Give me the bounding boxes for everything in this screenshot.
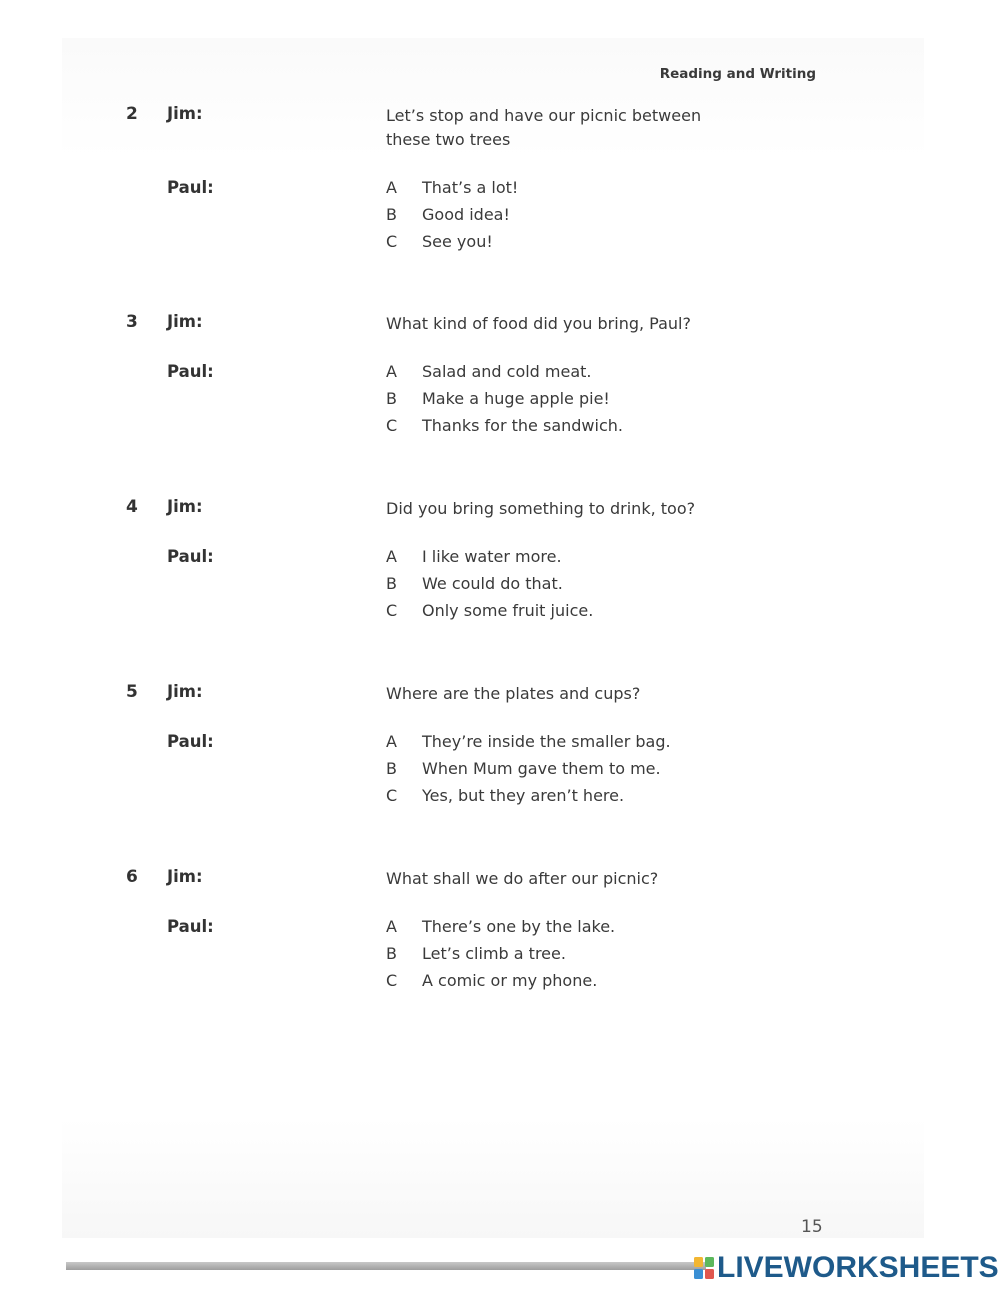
speaker-jim: Jim: [167, 312, 203, 331]
answer-options [386, 362, 623, 443]
question-number: 4 [126, 497, 138, 517]
prompt-text: Did you bring something to drink, too? [386, 499, 696, 518]
answer-options [386, 732, 671, 813]
option-letter: B [386, 389, 397, 408]
liveworksheets-brand[interactable] [694, 1252, 999, 1284]
speaker-jim: Jim: [167, 682, 203, 701]
option-c[interactable] [386, 786, 671, 813]
option-letter: B [386, 205, 397, 224]
page-header: Reading and Writing [659, 66, 816, 82]
question-number: 5 [126, 682, 138, 702]
speaker-paul: Paul: [167, 732, 214, 751]
speaker-jim: Jim: [167, 867, 203, 886]
option-c[interactable] [386, 232, 518, 259]
speaker-paul: Paul: [167, 362, 214, 381]
speaker-paul: Paul: [167, 178, 214, 197]
speaker-jim: Jim: [167, 497, 203, 516]
speaker-paul: Paul: [167, 917, 214, 936]
option-letter: A [386, 362, 397, 381]
option-b[interactable] [386, 205, 518, 232]
option-text: See you! [422, 232, 493, 251]
option-text: That’s a lot! [422, 178, 519, 197]
option-a[interactable] [386, 547, 593, 574]
prompt-text: Where are the plates and cups? [386, 684, 641, 703]
option-text: Make a huge apple pie! [422, 389, 610, 408]
option-letter: B [386, 759, 397, 778]
brand-name: LIVEWORKSHEETS [717, 1251, 999, 1284]
option-letter: A [386, 547, 397, 566]
option-text: A comic or my phone. [422, 971, 598, 990]
option-text: When Mum gave them to me. [422, 759, 661, 778]
option-letter: A [386, 178, 397, 197]
option-text: We could do that. [422, 574, 563, 593]
option-text: Yes, but they aren’t here. [422, 786, 625, 805]
option-text: They’re inside the smaller bag. [422, 732, 671, 751]
prompt-text: What kind of food did you bring, Paul? [386, 314, 691, 333]
liveworksheets-logo-icon [694, 1256, 714, 1280]
option-letter: A [386, 732, 397, 751]
option-letter: C [386, 601, 398, 620]
speaker-paul: Paul: [167, 547, 214, 566]
option-letter: B [386, 574, 397, 593]
option-letter: B [386, 944, 397, 963]
option-c[interactable] [386, 416, 623, 443]
option-text: Thanks for the sandwich. [422, 416, 623, 435]
option-text: Only some fruit juice. [422, 601, 594, 620]
question-number: 6 [126, 867, 138, 887]
option-b[interactable] [386, 759, 671, 786]
answer-options [386, 178, 518, 259]
option-letter: C [386, 786, 398, 805]
speaker-jim: Jim: [167, 104, 203, 123]
option-text: Good idea! [422, 205, 510, 224]
option-c[interactable] [386, 971, 615, 998]
question-number: 3 [126, 312, 138, 332]
prompt-text: What shall we do after our picnic? [386, 869, 659, 888]
option-c[interactable] [386, 601, 593, 628]
option-text: Salad and cold meat. [422, 362, 592, 381]
page-number: 15 [801, 1217, 823, 1237]
answer-options [386, 917, 615, 998]
prompt-text: Let’s stop and have our picnic between these two trees [386, 106, 702, 149]
option-a[interactable] [386, 178, 518, 205]
option-b[interactable] [386, 944, 615, 971]
option-b[interactable] [386, 574, 593, 601]
answer-options [386, 547, 593, 628]
option-a[interactable] [386, 362, 623, 389]
option-letter: C [386, 232, 398, 251]
bottom-divider [66, 1262, 706, 1270]
option-a[interactable] [386, 732, 671, 759]
option-text: There’s one by the lake. [422, 917, 616, 936]
option-text: I like water more. [422, 547, 562, 566]
option-letter: C [386, 971, 398, 990]
option-a[interactable] [386, 917, 615, 944]
option-b[interactable] [386, 389, 623, 416]
option-text: Let’s climb a tree. [422, 944, 566, 963]
question-number: 2 [126, 104, 138, 124]
option-letter: C [386, 416, 398, 435]
option-letter: A [386, 917, 397, 936]
